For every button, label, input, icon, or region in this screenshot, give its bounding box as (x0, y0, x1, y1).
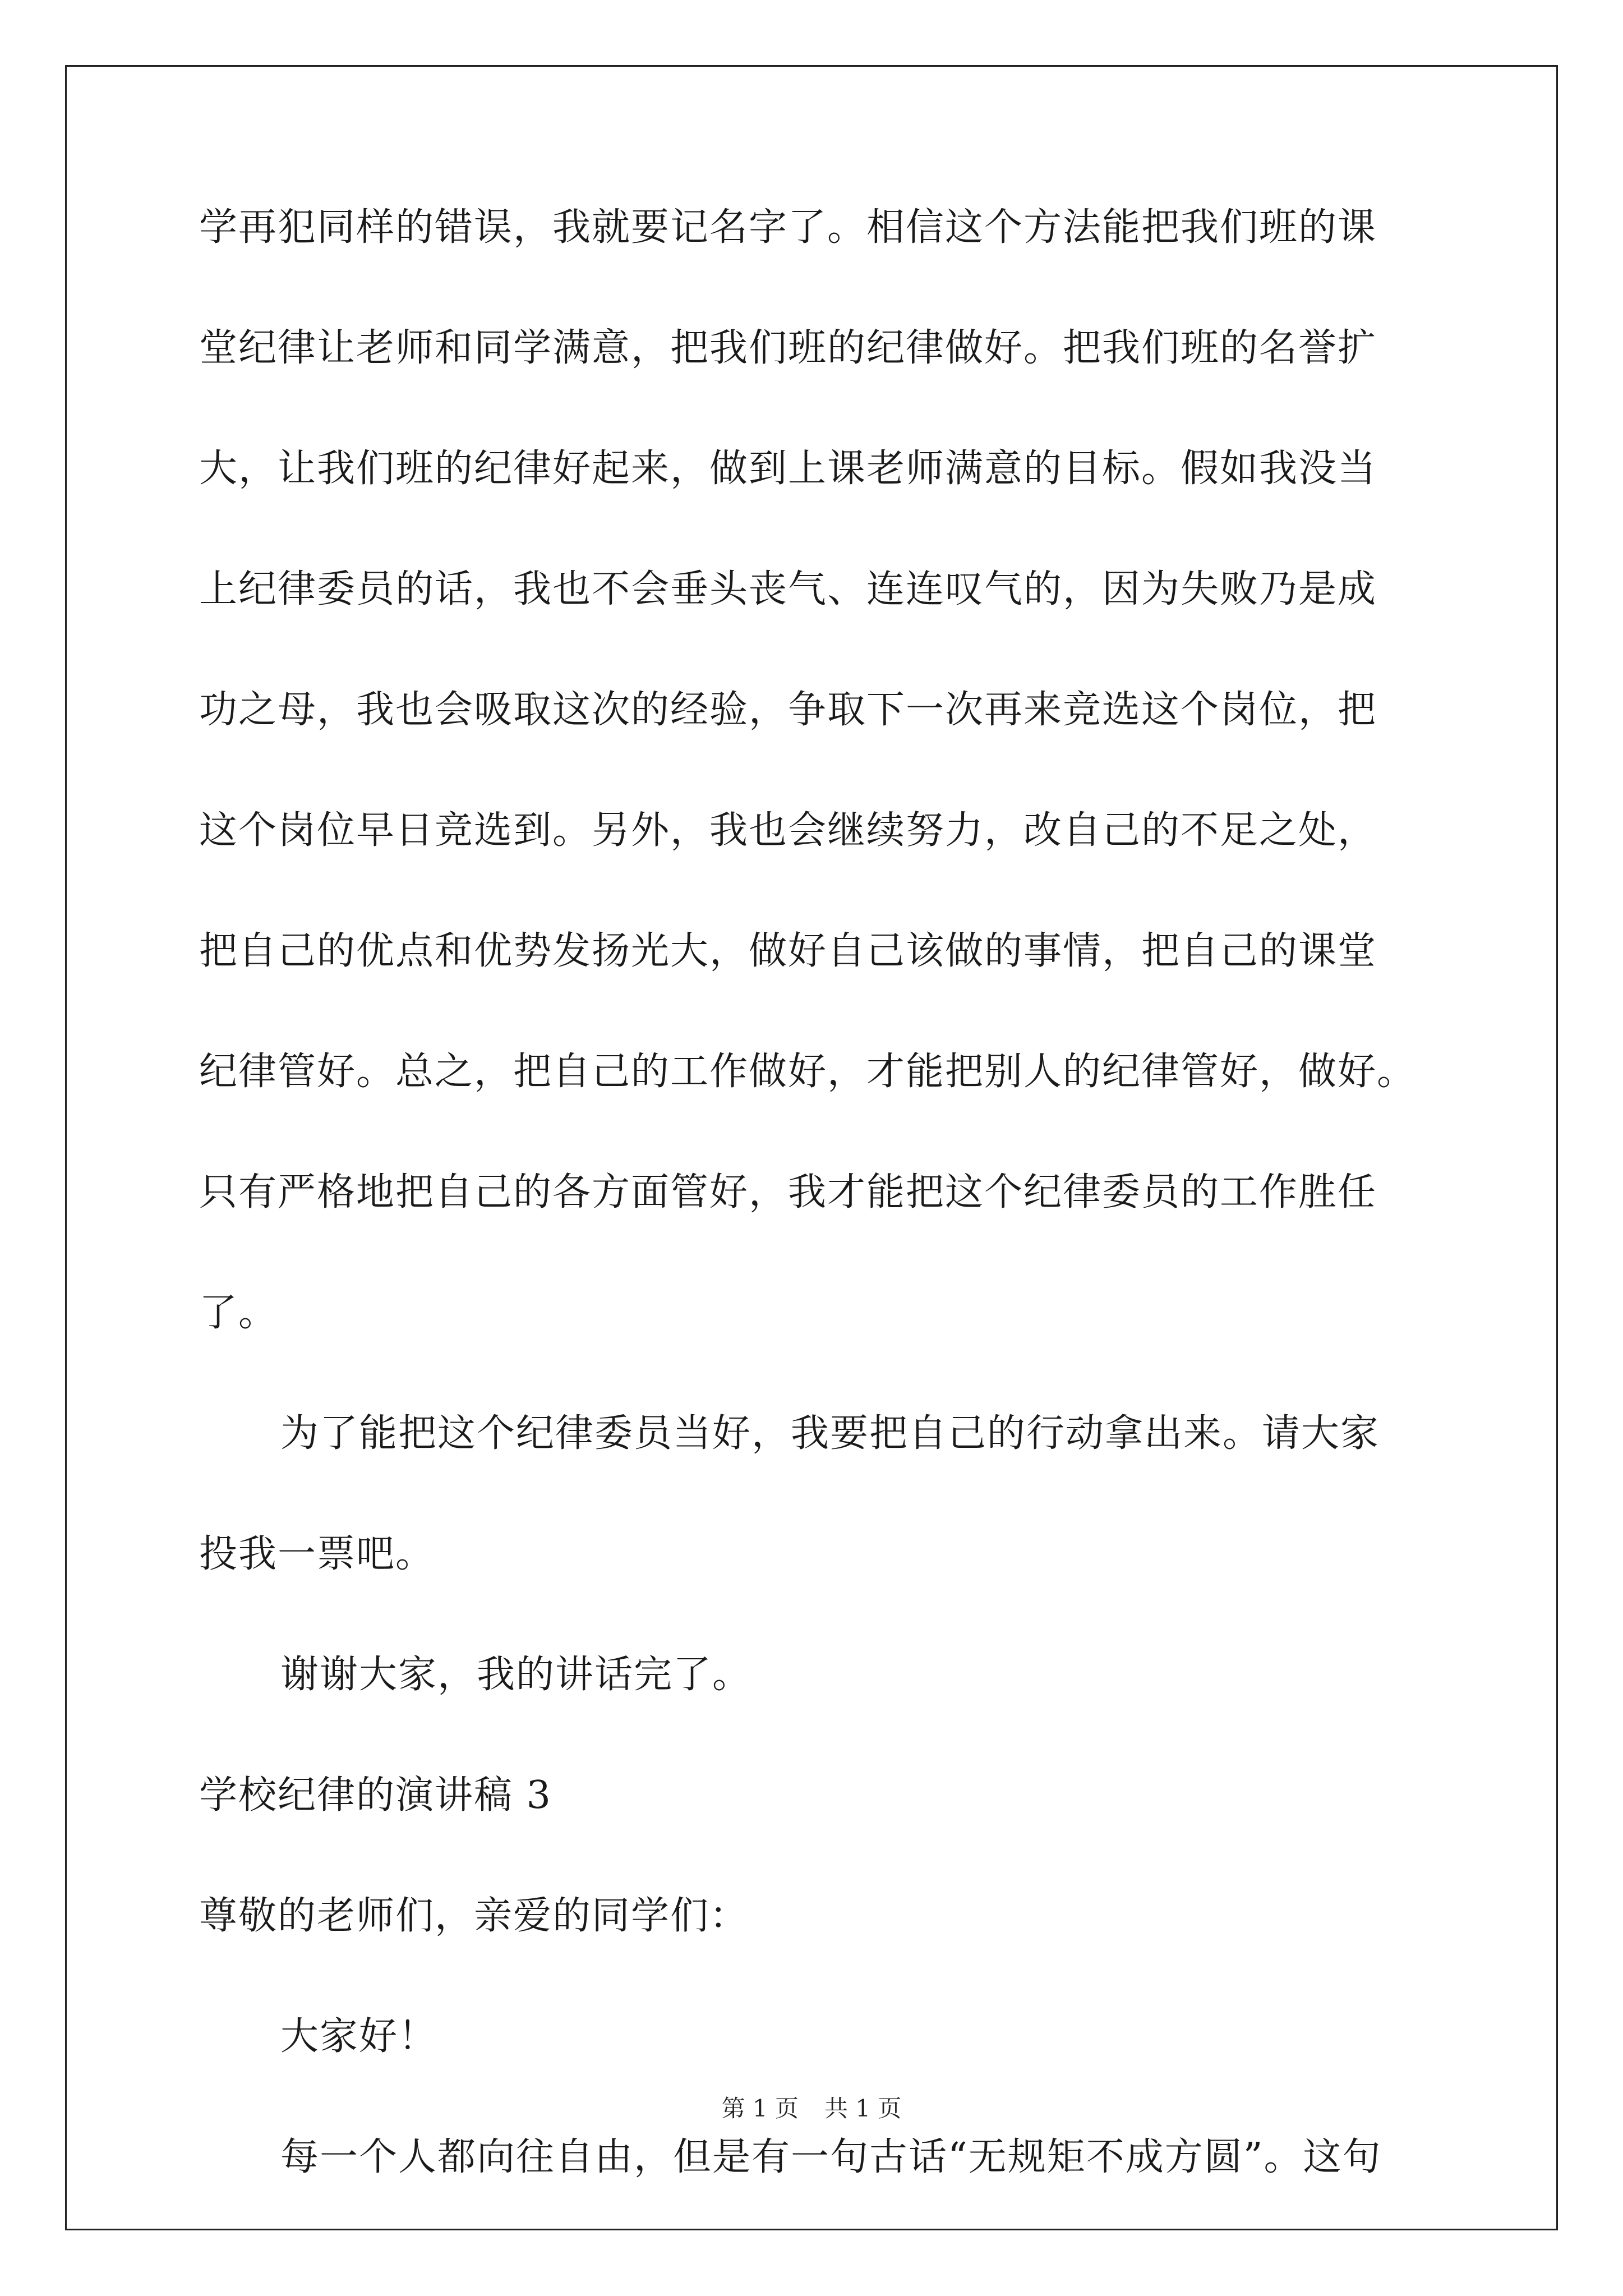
page-number: 第 1 页 (721, 2095, 799, 2122)
body-line: 只有严格地把自己的各方面管好，我才能把这个纪律委员的工作胜任 (199, 1170, 1377, 1214)
body-line: 学再犯同样的错误，我就要记名字了。相信这个方法能把我们班的课 (199, 205, 1377, 250)
body-line: 大，让我们班的纪律好起来，做到上课老师满意的目标。假如我没当 (199, 447, 1377, 491)
body-line: 堂纪律让老师和同学满意，把我们班的纪律做好。把我们班的名誉扩 (199, 326, 1377, 370)
body-line: 上纪律委员的话，我也不会垂头丧气、连连叹气的，因为失败乃是成 (199, 567, 1377, 611)
page-footer (0, 2095, 1623, 2122)
body-line: 纪律管好。总之，把自己的工作做好，才能把别人的纪律管好，做好。 (199, 1050, 1417, 1094)
body-line: 每一个人都向往自由，但是有一句古话“无规矩不成方圆”。这句 (280, 2135, 1382, 2179)
body-line: 功之母，我也会吸取这次的经验，争取下一次再来竞选这个岗位，把 (199, 688, 1377, 732)
body-line: 把自己的优点和优势发扬光大，做好自己该做的事情，把自己的课堂 (199, 929, 1377, 973)
body-line: 了。 (199, 1291, 278, 1335)
document-body (199, 205, 1461, 2179)
body-line: 为了能把这个纪律委员当好，我要把自己的行动拿出来。请大家 (280, 1411, 1380, 1456)
section-title: 学校纪律的演讲稿 3 (199, 1773, 552, 1818)
page-total: 共 1 页 (824, 2095, 902, 2122)
body-line: 谢谢大家，我的讲话完了。 (280, 1653, 752, 1697)
salutation: 尊敬的老师们，亲爱的同学们： (199, 1894, 749, 1938)
greeting: 大家好！ (280, 2014, 438, 2059)
body-line: 这个岗位早日竞选到。另外，我也会继续努力，改自己的不足之处， (199, 808, 1377, 853)
body-line: 投我一票吧。 (199, 1532, 435, 1576)
